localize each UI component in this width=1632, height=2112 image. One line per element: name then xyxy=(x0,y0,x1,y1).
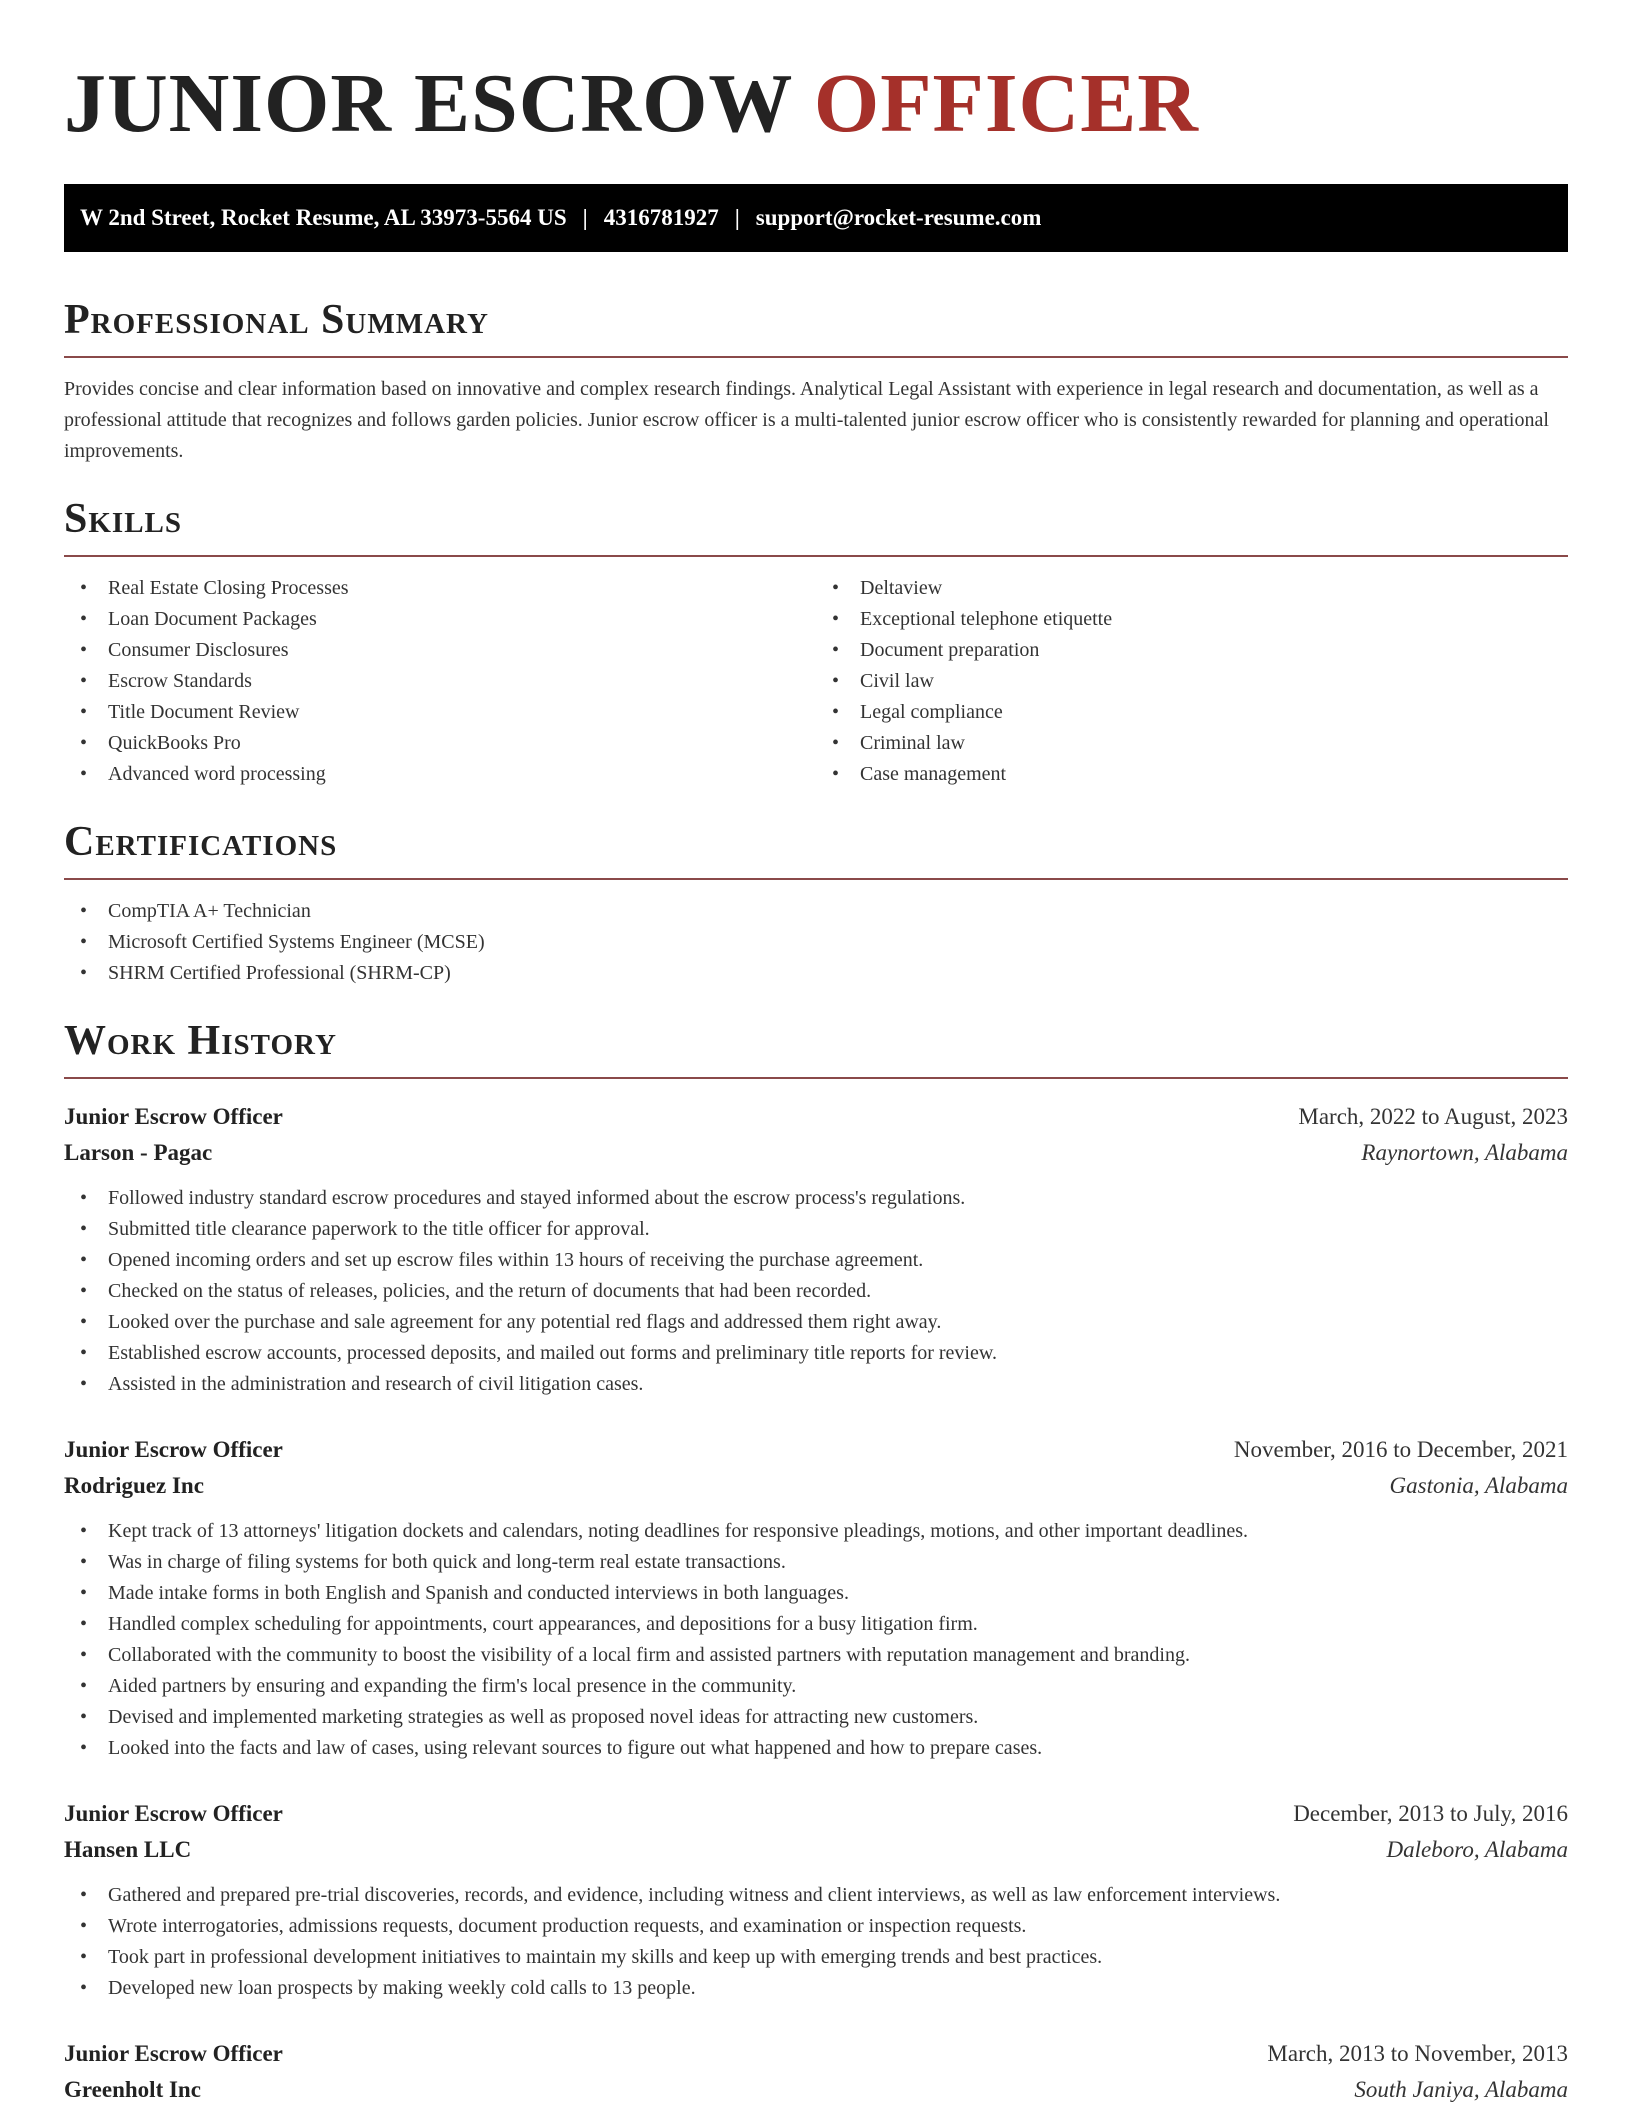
job-duties-list xyxy=(64,1880,1568,2004)
title-last: OFFICER xyxy=(813,57,1199,150)
section-heading: Professional Summary xyxy=(64,296,1568,358)
skills-list-left xyxy=(64,573,816,790)
contact-bar xyxy=(64,184,1568,252)
section-certifications xyxy=(64,818,1568,989)
skill-item: • Loan Document Packages xyxy=(64,604,816,635)
skill-item: • Civil law xyxy=(816,666,1568,697)
job-location: Daleboro, Alabama xyxy=(1386,1837,1568,1862)
job-company: Larson - Pagac xyxy=(64,1140,213,1165)
job-header-row xyxy=(64,1796,1568,1832)
job-dates: March, 2013 to November, 2013 xyxy=(1267,2041,1568,2066)
job-title: Junior Escrow Officer xyxy=(64,1437,283,1462)
job-duty: • Established escrow accounts, processed deposits, and mailed out forms and preliminary title reports for review. xyxy=(64,1338,1568,1369)
certifications-list xyxy=(64,896,1568,989)
job-duty: • Submitted title clearance paperwork to the title officer for approval. xyxy=(64,1214,1568,1245)
job-duty: • Collaborated with the community to boost the visibility of a local firm and assisted partners with reputation management and branding. xyxy=(64,1640,1568,1671)
job-dates: December, 2013 to July, 2016 xyxy=(1293,1801,1568,1826)
skill-item: • QuickBooks Pro xyxy=(64,728,816,759)
job-duty: • Devised and implemented marketing strategies as well as proposed novel ideas for attracting new customers. xyxy=(64,1702,1568,1733)
skill-item: • Escrow Standards xyxy=(64,666,816,697)
contact-address: W 2nd Street, Rocket Resume, AL 33973-5564 US xyxy=(80,205,567,230)
job-duty: • Aided partners by ensuring and expanding the firm's local presence in the community. xyxy=(64,1671,1568,1702)
contact-separator: | xyxy=(734,205,740,230)
job-entry xyxy=(64,2036,1568,2108)
skills-columns xyxy=(64,573,1568,790)
job-company-row xyxy=(64,2072,1568,2108)
title-first: JUNIOR ESCROW xyxy=(64,57,792,150)
job-duty: • Was in charge of filing systems for both quick and long-term real estate transactions. xyxy=(64,1547,1568,1578)
job-company: Rodriguez Inc xyxy=(64,1473,204,1498)
skill-item: • Document preparation xyxy=(816,635,1568,666)
job-company: Hansen LLC xyxy=(64,1837,192,1862)
certification-item: • Microsoft Certified Systems Engineer (MCSE) xyxy=(64,927,1568,958)
job-company: Greenholt Inc xyxy=(64,2077,201,2102)
job-entry xyxy=(64,1796,1568,2004)
skill-item: • Criminal law xyxy=(816,728,1568,759)
skill-item: • Deltaview xyxy=(816,573,1568,604)
skill-item: • Real Estate Closing Processes xyxy=(64,573,816,604)
skill-item: • Advanced word processing xyxy=(64,759,816,790)
job-duty: • Took part in professional development initiatives to maintain my skills and keep up with emerging trends and best practices. xyxy=(64,1942,1568,1973)
skill-item: • Consumer Disclosures xyxy=(64,635,816,666)
skill-item: • Title Document Review xyxy=(64,697,816,728)
job-title: Junior Escrow Officer xyxy=(64,2041,283,2066)
job-duty: • Developed new loan prospects by making weekly cold calls to 13 people. xyxy=(64,1973,1568,2004)
summary-text: Provides concise and clear information based on innovative and complex research findings. Analytical Legal Assistant with experience in legal research and documentation, as well as a professional attitude that recognizes and follows garden policies. Junior escrow officer is a multi-talented junior escrow officer who is consistently rewarded for planning and operational improvements. xyxy=(64,378,1549,462)
job-duty: • Gathered and prepared pre-trial discoveries, records, and evidence, including witness and client interviews, as well as law enforcement interviews. xyxy=(64,1880,1568,1911)
job-title: Junior Escrow Officer xyxy=(64,1104,283,1129)
section-work-history xyxy=(64,1017,1568,2108)
job-company-row xyxy=(64,1135,1568,1171)
job-company-row xyxy=(64,1468,1568,1504)
section-heading: Work History xyxy=(64,1017,1568,1079)
job-header-row xyxy=(64,1099,1568,1135)
job-title: Junior Escrow Officer xyxy=(64,1801,283,1826)
section-professional-summary xyxy=(64,296,1568,467)
job-duties-list xyxy=(64,1516,1568,1764)
skill-item: • Exceptional telephone etiquette xyxy=(816,604,1568,635)
contact-phone: 4316781927 xyxy=(603,205,719,230)
job-duty: • Handled complex scheduling for appointments, court appearances, and depositions for a busy litigation firm. xyxy=(64,1609,1568,1640)
certification-item: • CompTIA A+ Technician xyxy=(64,896,1568,927)
skill-item: • Legal compliance xyxy=(816,697,1568,728)
contact-email: support@rocket-resume.com xyxy=(755,205,1042,230)
job-duty: • Opened incoming orders and set up escrow files within 13 hours of receiving the purchase agreement. xyxy=(64,1245,1568,1276)
job-duty: • Assisted in the administration and research of civil litigation cases. xyxy=(64,1369,1568,1400)
job-duty: • Kept track of 13 attorneys' litigation dockets and calendars, noting deadlines for responsive pleadings, motions, and other important deadlines. xyxy=(64,1516,1568,1547)
skill-item: • Case management xyxy=(816,759,1568,790)
job-duty: • Wrote interrogatories, admissions requests, document production requests, and examination or inspection requests. xyxy=(64,1911,1568,1942)
job-duty: • Looked into the facts and law of cases, using relevant sources to figure out what happened and how to prepare cases. xyxy=(64,1733,1568,1764)
job-entry xyxy=(64,1432,1568,1764)
section-heading: Certifications xyxy=(64,818,1568,880)
job-location: South Janiya, Alabama xyxy=(1354,2077,1568,2102)
section-heading: Skills xyxy=(64,495,1568,557)
job-entry xyxy=(64,1099,1568,1400)
job-duty: • Looked over the purchase and sale agreement for any potential red flags and addressed them right away. xyxy=(64,1307,1568,1338)
job-duty: • Followed industry standard escrow procedures and stayed informed about the escrow process's regulations. xyxy=(64,1183,1568,1214)
job-duty: • Made intake forms in both English and Spanish and conducted interviews in both languages. xyxy=(64,1578,1568,1609)
job-duties-list xyxy=(64,1183,1568,1400)
certification-item: • SHRM Certified Professional (SHRM-CP) xyxy=(64,958,1568,989)
job-dates: November, 2016 to December, 2021 xyxy=(1233,1437,1568,1462)
resume-title xyxy=(64,0,1568,150)
job-company-row xyxy=(64,1832,1568,1868)
job-header-row xyxy=(64,1432,1568,1468)
section-skills xyxy=(64,495,1568,790)
job-dates: March, 2022 to August, 2023 xyxy=(1298,1104,1568,1129)
job-header-row xyxy=(64,2036,1568,2072)
contact-separator: | xyxy=(582,205,588,230)
job-location: Gastonia, Alabama xyxy=(1389,1473,1568,1498)
skills-list-right xyxy=(816,573,1568,790)
job-duty: • Checked on the status of releases, policies, and the return of documents that had been recorded. xyxy=(64,1276,1568,1307)
job-location: Raynortown, Alabama xyxy=(1361,1140,1568,1165)
